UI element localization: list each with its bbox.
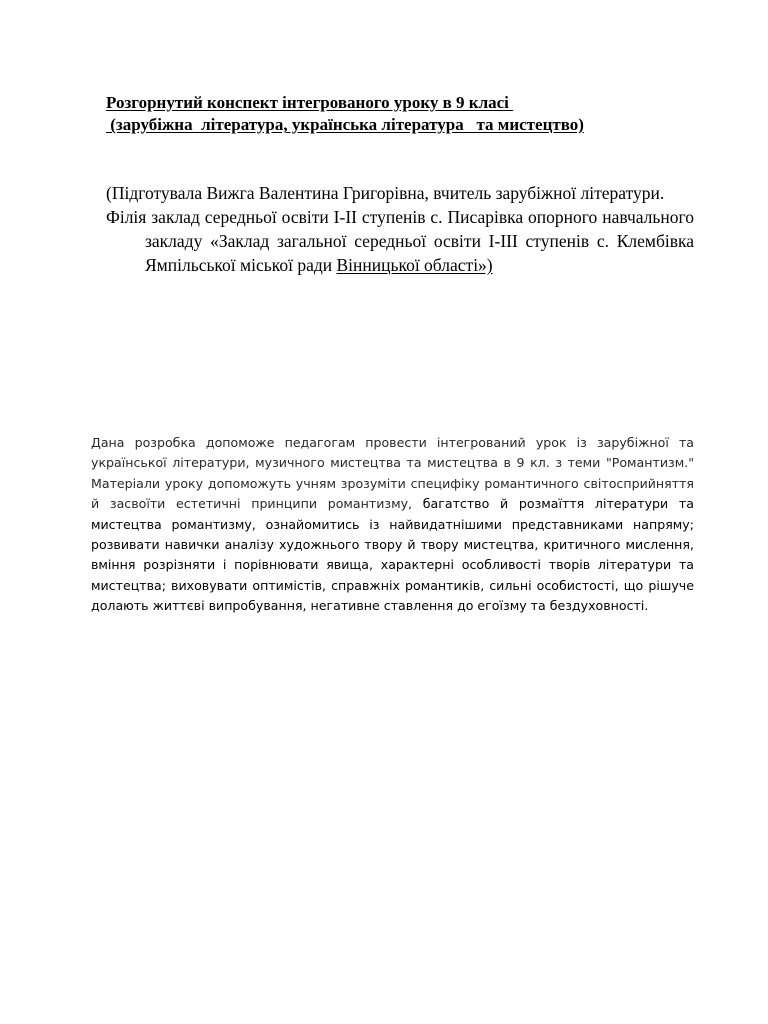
- title-line-1: Розгорнутий конспект інтегрованого уроку в 9 класі: [106, 93, 514, 112]
- school-info: [106, 205, 694, 277]
- document-title: [106, 92, 706, 136]
- author-line: (Підготувала Вижга Валентина Григорівна, вчитель зарубіжної літератури.: [106, 183, 665, 203]
- summary-part-1: Дана розробка допоможе педагогам провести інтегрований урок із зарубіжної та української літератури, музичного мистецтва та мистецтва в 9 кл. з теми "Романтизм." Матеріали уроку допоможуть учням зрозуміти специфіку романтичного світосприйняття й засвоїти естетичні принципи романтизму,: [91, 435, 694, 512]
- school-text: Філія заклад середньої освіти І-ІІ ступенів с. Писарівка опорного навчального закладу «Заклад загальної середньої освіти І-ІІІ ступенів с. Клембівка Ямпільської міської ради: [106, 207, 694, 275]
- school-region: Вінницької області»): [336, 255, 493, 275]
- summary-paragraph: [91, 433, 694, 617]
- summary-part-2: багатство й розмаїття літератури та мистецтва романтизму, ознайомитись із найвидатнішими представниками напряму; розвивати навички аналізу художнього твору й твору мистецтва, критичного мислення, вміння розрізняти і порівнювати явища, характерні особливості творів літератури та мистецтва; виховувати оптимістів, справжніх романтиків, сильні особистості, що рішуче долають життєві випробування, негативне ставлення до егоїзму та бездуховності.: [91, 496, 694, 614]
- title-line-2: (зарубіжна література, українська література та мистецтво): [106, 115, 584, 134]
- author-info: [106, 181, 694, 277]
